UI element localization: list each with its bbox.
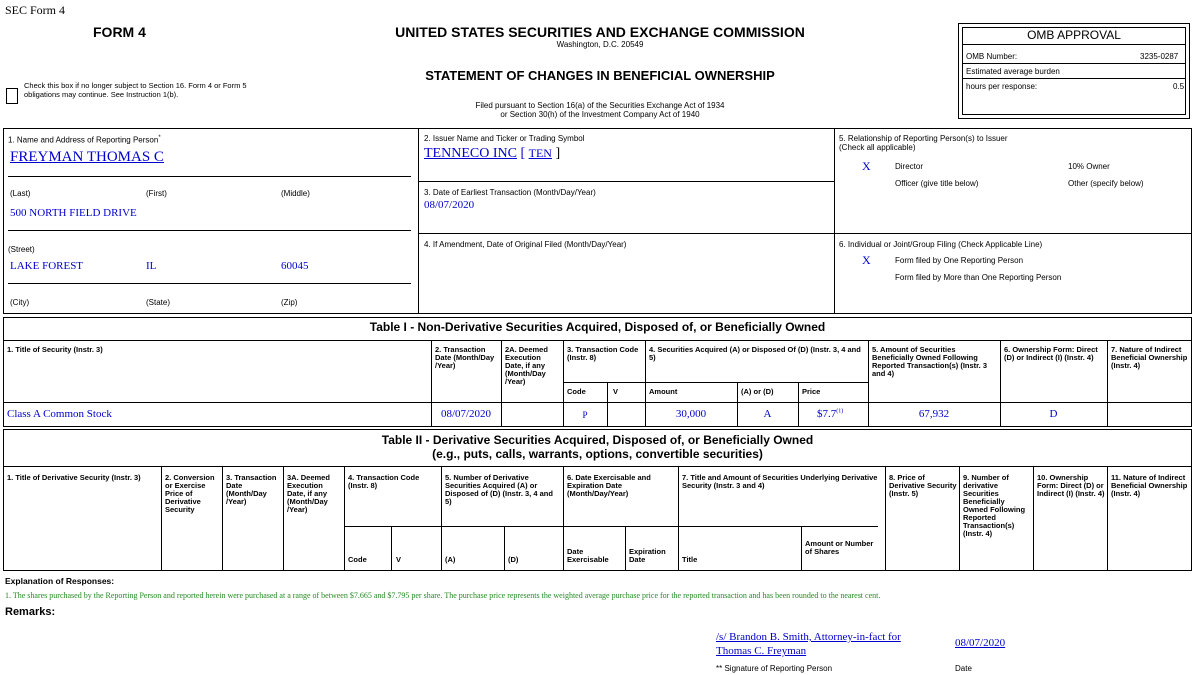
t1-h-form: 6. Ownership Form: Direct (D) or Indirect (I) (Instr. 4) xyxy=(1004,345,1098,362)
t2-h-code-sub: Code xyxy=(348,555,367,564)
t1-h-securities: 4. Securities Acquired (A) or Disposed Of (D) (Instr. 3, 4 and 5) xyxy=(649,345,861,362)
box3-label: 3. Date of Earliest Transaction (Month/Day/Year) xyxy=(424,188,596,197)
t1-row-footnote-ref: (1) xyxy=(836,408,844,415)
sec-form-label: SEC Form 4 xyxy=(5,3,66,17)
street-label: (Street) xyxy=(8,245,35,254)
first-label: (First) xyxy=(146,189,167,198)
box1-label: 1. Name and Address of Reporting Person* xyxy=(8,135,161,145)
t1-row-price xyxy=(817,408,843,420)
t1-row-date: 08/07/2020 xyxy=(440,408,492,420)
table2-subtitle: (e.g., puts, calls, warrants, options, convertible securities) xyxy=(432,447,763,461)
t2-h-date: 3. Transaction Date (Month/Day /Year) xyxy=(226,473,277,506)
table2-title: Table II - Derivative Securities Acquired, Disposed of, or Beneficially Owned xyxy=(381,433,814,447)
t1-h-date: 2. Transaction Date (Month/Day /Year) xyxy=(435,345,495,370)
t1-row-price-value: $7.7 xyxy=(817,408,837,420)
box4-label: 4. If Amendment, Date of Original Filed (Month/Day/Year) xyxy=(424,240,627,249)
t2-h-amount-sub: Amount or Number of Shares xyxy=(805,539,874,556)
ten-percent-owner-label: 10% Owner xyxy=(1068,162,1110,171)
street-value: 500 NORTH FIELD DRIVE xyxy=(10,207,137,219)
box6-label: 6. Individual or Joint/Group Filing (Check Applicable Line) xyxy=(839,240,1043,249)
t2-h-title-sub: Title xyxy=(682,555,698,564)
explanation-label: Explanation of Responses: xyxy=(5,576,115,586)
earliest-transaction-date: 08/07/2020 xyxy=(424,199,475,211)
zip-value: 60045 xyxy=(281,260,309,272)
t2-h-conversion: 2. Conversion or Exercise Price of Derivative Security xyxy=(165,473,215,514)
t1-h-code: 3. Transaction Code (Instr. 8) xyxy=(567,345,639,362)
signature-label: ** Signature of Reporting Person xyxy=(716,664,833,673)
zip-label: (Zip) xyxy=(281,298,298,307)
state-label: (State) xyxy=(146,298,171,307)
issuer-row xyxy=(424,146,560,162)
city-label: (City) xyxy=(10,298,30,307)
t1-h-owned: 5. Amount of Securities Beneficially Owned Following Reported Transaction(s) (Instr. 3 and 4) xyxy=(872,345,988,378)
omb-hours-label: hours per response: xyxy=(966,82,1038,91)
t1-h-price: Price xyxy=(802,387,821,396)
date-label: Date xyxy=(955,664,972,673)
filed-line-1: Filed pursuant to Section 16(a) of the Securities Exchange Act of 1934 xyxy=(475,101,725,110)
t2-h-number: 5. Number of Derivative Securities Acquired (A) or Disposed of (D) (Instr. 3, 4 and 5) xyxy=(445,473,553,506)
t1-row-owned: 67,932 xyxy=(918,408,950,420)
t2-h-underlying: 7. Title and Amount of Securities Underlying Derivative Security (Instr. 3 and 4) xyxy=(682,473,878,490)
reporting-person-name-link[interactable]: FREYMAN THOMAS C xyxy=(10,149,164,165)
director-checkmark: X xyxy=(862,159,871,173)
officer-label: Officer (give title below) xyxy=(895,179,979,188)
t2-h-title: 1. Title of Derivative Security (Instr. 3) xyxy=(7,473,141,482)
commission-city: Washington, D.C. 20549 xyxy=(556,40,644,49)
t1-h-aord: (A) or (D) xyxy=(741,387,774,396)
signature-line-1[interactable]: /s/ Brandon B. Smith, Attorney-in-fact for xyxy=(716,631,901,643)
t2-h-exercisable: 6. Date Exercisable and Expiration Date (Month/Day/Year) xyxy=(567,473,651,498)
other-label: Other (specify below) xyxy=(1068,179,1144,188)
t2-h-price: 8. Price of Derivative Security (Instr. 5) xyxy=(889,473,957,498)
omb-burden-label: Estimated average burden xyxy=(966,67,1060,76)
more-persons-label: Form filed by More than One Reporting Person xyxy=(895,273,1062,282)
t1-h-amount: Amount xyxy=(649,387,678,396)
city-value: LAKE FOREST xyxy=(10,260,84,272)
t1-h-v-sub: V xyxy=(613,387,619,396)
t2-h-code: 4. Transaction Code (Instr. 8) xyxy=(348,473,420,490)
t1-h-nature: 7. Nature of Indirect Beneficial Ownership (Instr. 4) xyxy=(1111,345,1188,370)
box5-sublabel: (Check all applicable) xyxy=(839,143,916,152)
statement-title: STATEMENT OF CHANGES IN BENEFICIAL OWNERSHIP xyxy=(425,68,775,83)
t2-h-v-sub: V xyxy=(396,555,402,564)
ticker-bracket-open: [ xyxy=(520,146,526,161)
filed-line-2: or Section 30(h) of the Investment Company Act of 1940 xyxy=(500,110,700,119)
t1-row-code: P xyxy=(582,410,588,420)
t2-h-form: 10. Ownership Form: Direct (D) or Indirect (I) (Instr. 4) xyxy=(1037,473,1105,498)
form-title: FORM 4 xyxy=(93,24,146,40)
t1-row-form: D xyxy=(1049,408,1058,420)
remarks-label: Remarks: xyxy=(5,606,56,618)
middle-label: (Middle) xyxy=(281,189,310,198)
section16-text: Check this box if no longer subject to Section 16. Form 4 or Form 5 obligations may continue. See Instruction 1(b). xyxy=(24,81,247,99)
state-value: IL xyxy=(146,260,157,272)
reporting-section xyxy=(3,128,1192,314)
t1-row-aord: A xyxy=(763,408,772,420)
t2-h-owned: 9. Number of derivative Securities Beneficially Owned Following Reported Transaction(s) (Instr. 4) xyxy=(963,473,1026,538)
table1-title: Table I - Non-Derivative Securities Acquired, Disposed of, or Beneficially Owned xyxy=(369,320,826,334)
box5-label: 5. Relationship of Reporting Person(s) to Issuer xyxy=(839,134,1008,143)
t1-h-title: 1. Title of Security (Instr. 3) xyxy=(7,345,103,354)
t2-h-expiration: Expiration Date xyxy=(629,547,666,564)
t1-h-code-sub: Code xyxy=(567,387,586,396)
last-label: (Last) xyxy=(10,189,31,198)
section16-checkbox[interactable] xyxy=(6,88,18,104)
issuer-name-link[interactable]: TENNECO INC xyxy=(424,146,517,161)
box2-label: 2. Issuer Name and Ticker or Trading Symbol xyxy=(424,134,585,143)
omb-number-label: OMB Number: xyxy=(966,52,1018,61)
commission-title: UNITED STATES SECURITIES AND EXCHANGE COMMISSION xyxy=(395,24,805,40)
one-person-label: Form filed by One Reporting Person xyxy=(895,256,1024,265)
t2-h-deemed: 3A. Deemed Execution Date, if any (Month/Day /Year) xyxy=(287,473,330,514)
omb-number-value: 3235-0287 xyxy=(1140,52,1179,61)
signature-date[interactable]: 08/07/2020 xyxy=(955,637,1006,649)
signature-line-2[interactable]: Thomas C. Freyman xyxy=(716,645,807,657)
t1-row-title: Class A Common Stock xyxy=(7,408,112,420)
one-person-checkmark: X xyxy=(862,253,871,267)
ticker-link[interactable]: TEN xyxy=(528,146,552,160)
omb-hours-value: 0.5 xyxy=(1173,82,1185,91)
filed-pursuant xyxy=(360,101,840,119)
omb-title: OMB APPROVAL xyxy=(1027,28,1121,42)
signature-block xyxy=(716,630,901,658)
t1-h-deemed: 2A. Deemed Execution Date, if any (Month/Day /Year) xyxy=(505,345,548,386)
t2-h-d-sub: (D) xyxy=(508,555,519,564)
director-label: Director xyxy=(895,162,924,171)
t2-h-nature: 11. Nature of Indirect Beneficial Ownership (Instr. 4) xyxy=(1111,473,1188,498)
t1-row-amount: 30,000 xyxy=(675,408,707,420)
ticker-bracket-close: ] xyxy=(555,146,561,161)
t2-h-date-exercisable: Date Exercisable xyxy=(567,547,609,564)
footnote-1: 1. The shares purchased by the Reporting Person and reported herein were purchased at a range of between $7.665 and $7.795 per share. The purchase price represents the weighted average purchase price for the reported transaction and has been rounded to the nearest cent. xyxy=(5,591,881,600)
table2-title-block xyxy=(3,433,1192,461)
t2-h-a-sub: (A) xyxy=(445,555,456,564)
